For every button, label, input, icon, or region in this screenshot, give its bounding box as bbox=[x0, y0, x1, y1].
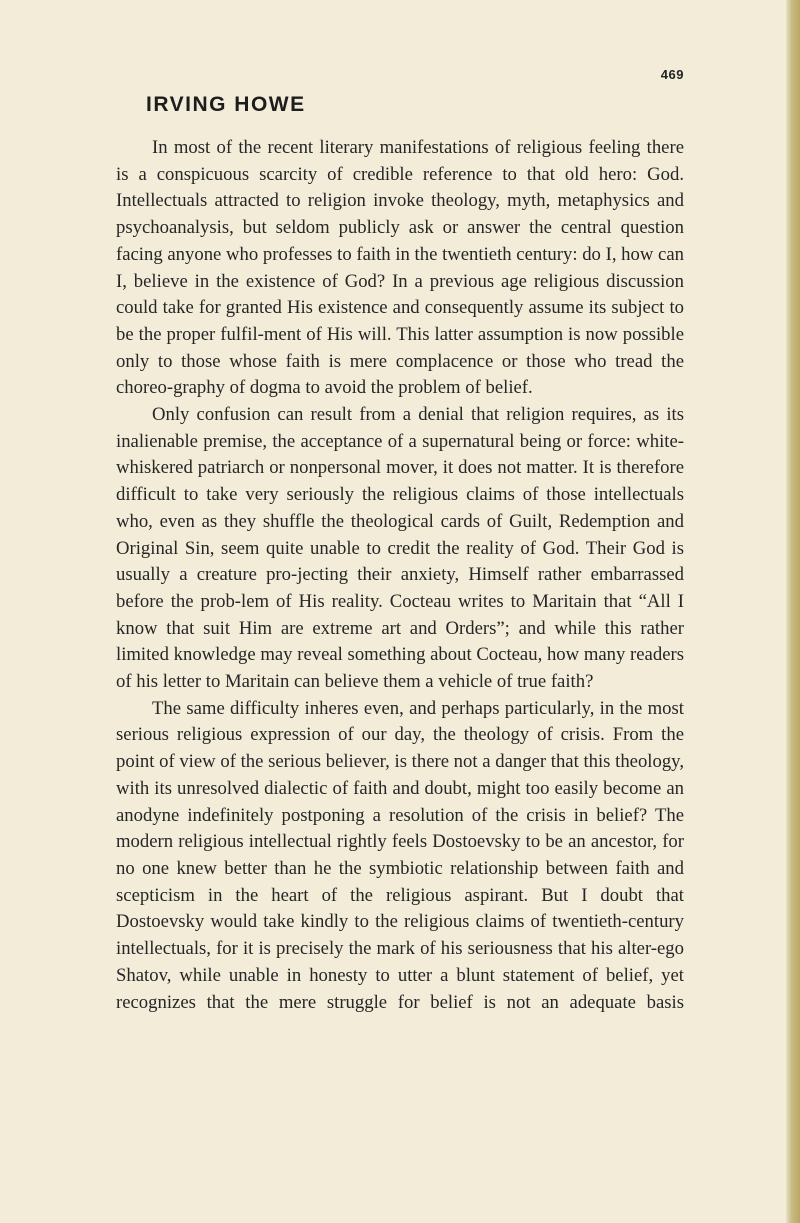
page-number: 469 bbox=[660, 67, 684, 82]
page-edge bbox=[786, 0, 800, 1223]
paragraph-2: Only confusion can result from a denial that religion requires, as its inalienable premise, the acceptance of a supernatural being or force: white-whiskered patriarch or nonpersonal mover, it does not matter. It is therefore difficult to take very seriously the religious claims of those intellectuals who, even as they shuffle the theological cards of Guilt, Redemption and Original Sin, seem quite unable to credit the reality of God. Their God is usually a creature pro-jecting their anxiety, Himself rather embarrassed before the prob-lem of His reality. Cocteau writes to Maritain that “All I know that suit Him are extreme art and Orders”; and while this rather limited knowledge may reveal something about Cocteau, how many readers of his letter to Maritain can believe them a vehicle of true faith? bbox=[116, 404, 684, 693]
paragraph-1: In most of the recent literary manifestations of religious feeling there is a conspicuous scarcity of credible reference to that old hero: God. Intellectuals attracted to religion invoke theology, myth, metaphysics and psychoanalysis, but seldom publicly ask or answer the central question facing anyone who professes to faith in the twentieth century: do I, how can I, believe in the existence of God? In a previous age religious discussion could take for granted His existence and consequently assume its subject to be the proper fulfil-ment of His will. This latter assumption is now possible only to those whose faith is mere complacence or those who tread the choreo-graphy of dogma to avoid the problem of belief. bbox=[116, 137, 684, 399]
body-text bbox=[116, 135, 684, 1016]
author-heading: IRVING HOWE bbox=[146, 93, 306, 116]
paragraph-3: The same difficulty inheres even, and perhaps particularly, in the most serious religious expression of our day, the theology of crisis. From the point of view of the serious believer, is there not a danger that this theology, with its unresolved dialectic of faith and doubt, might too easily become an anodyne indefinitely postponing a resolution of the crisis in belief? The modern religious intellectual rightly feels Dostoevsky to be an ancestor, for no one knew better than he the symbiotic relationship between faith and scepticism in the heart of the religious aspirant. But I doubt that Dostoevsky would take kindly to the religious claims of twentieth-century intellectuals, for it is precisely the mark of his seriousness that his alter-ego Shatov, while unable in honesty to utter a blunt statement of belief, yet recognizes that the mere struggle for belief is not an adequate basis bbox=[116, 697, 684, 1013]
